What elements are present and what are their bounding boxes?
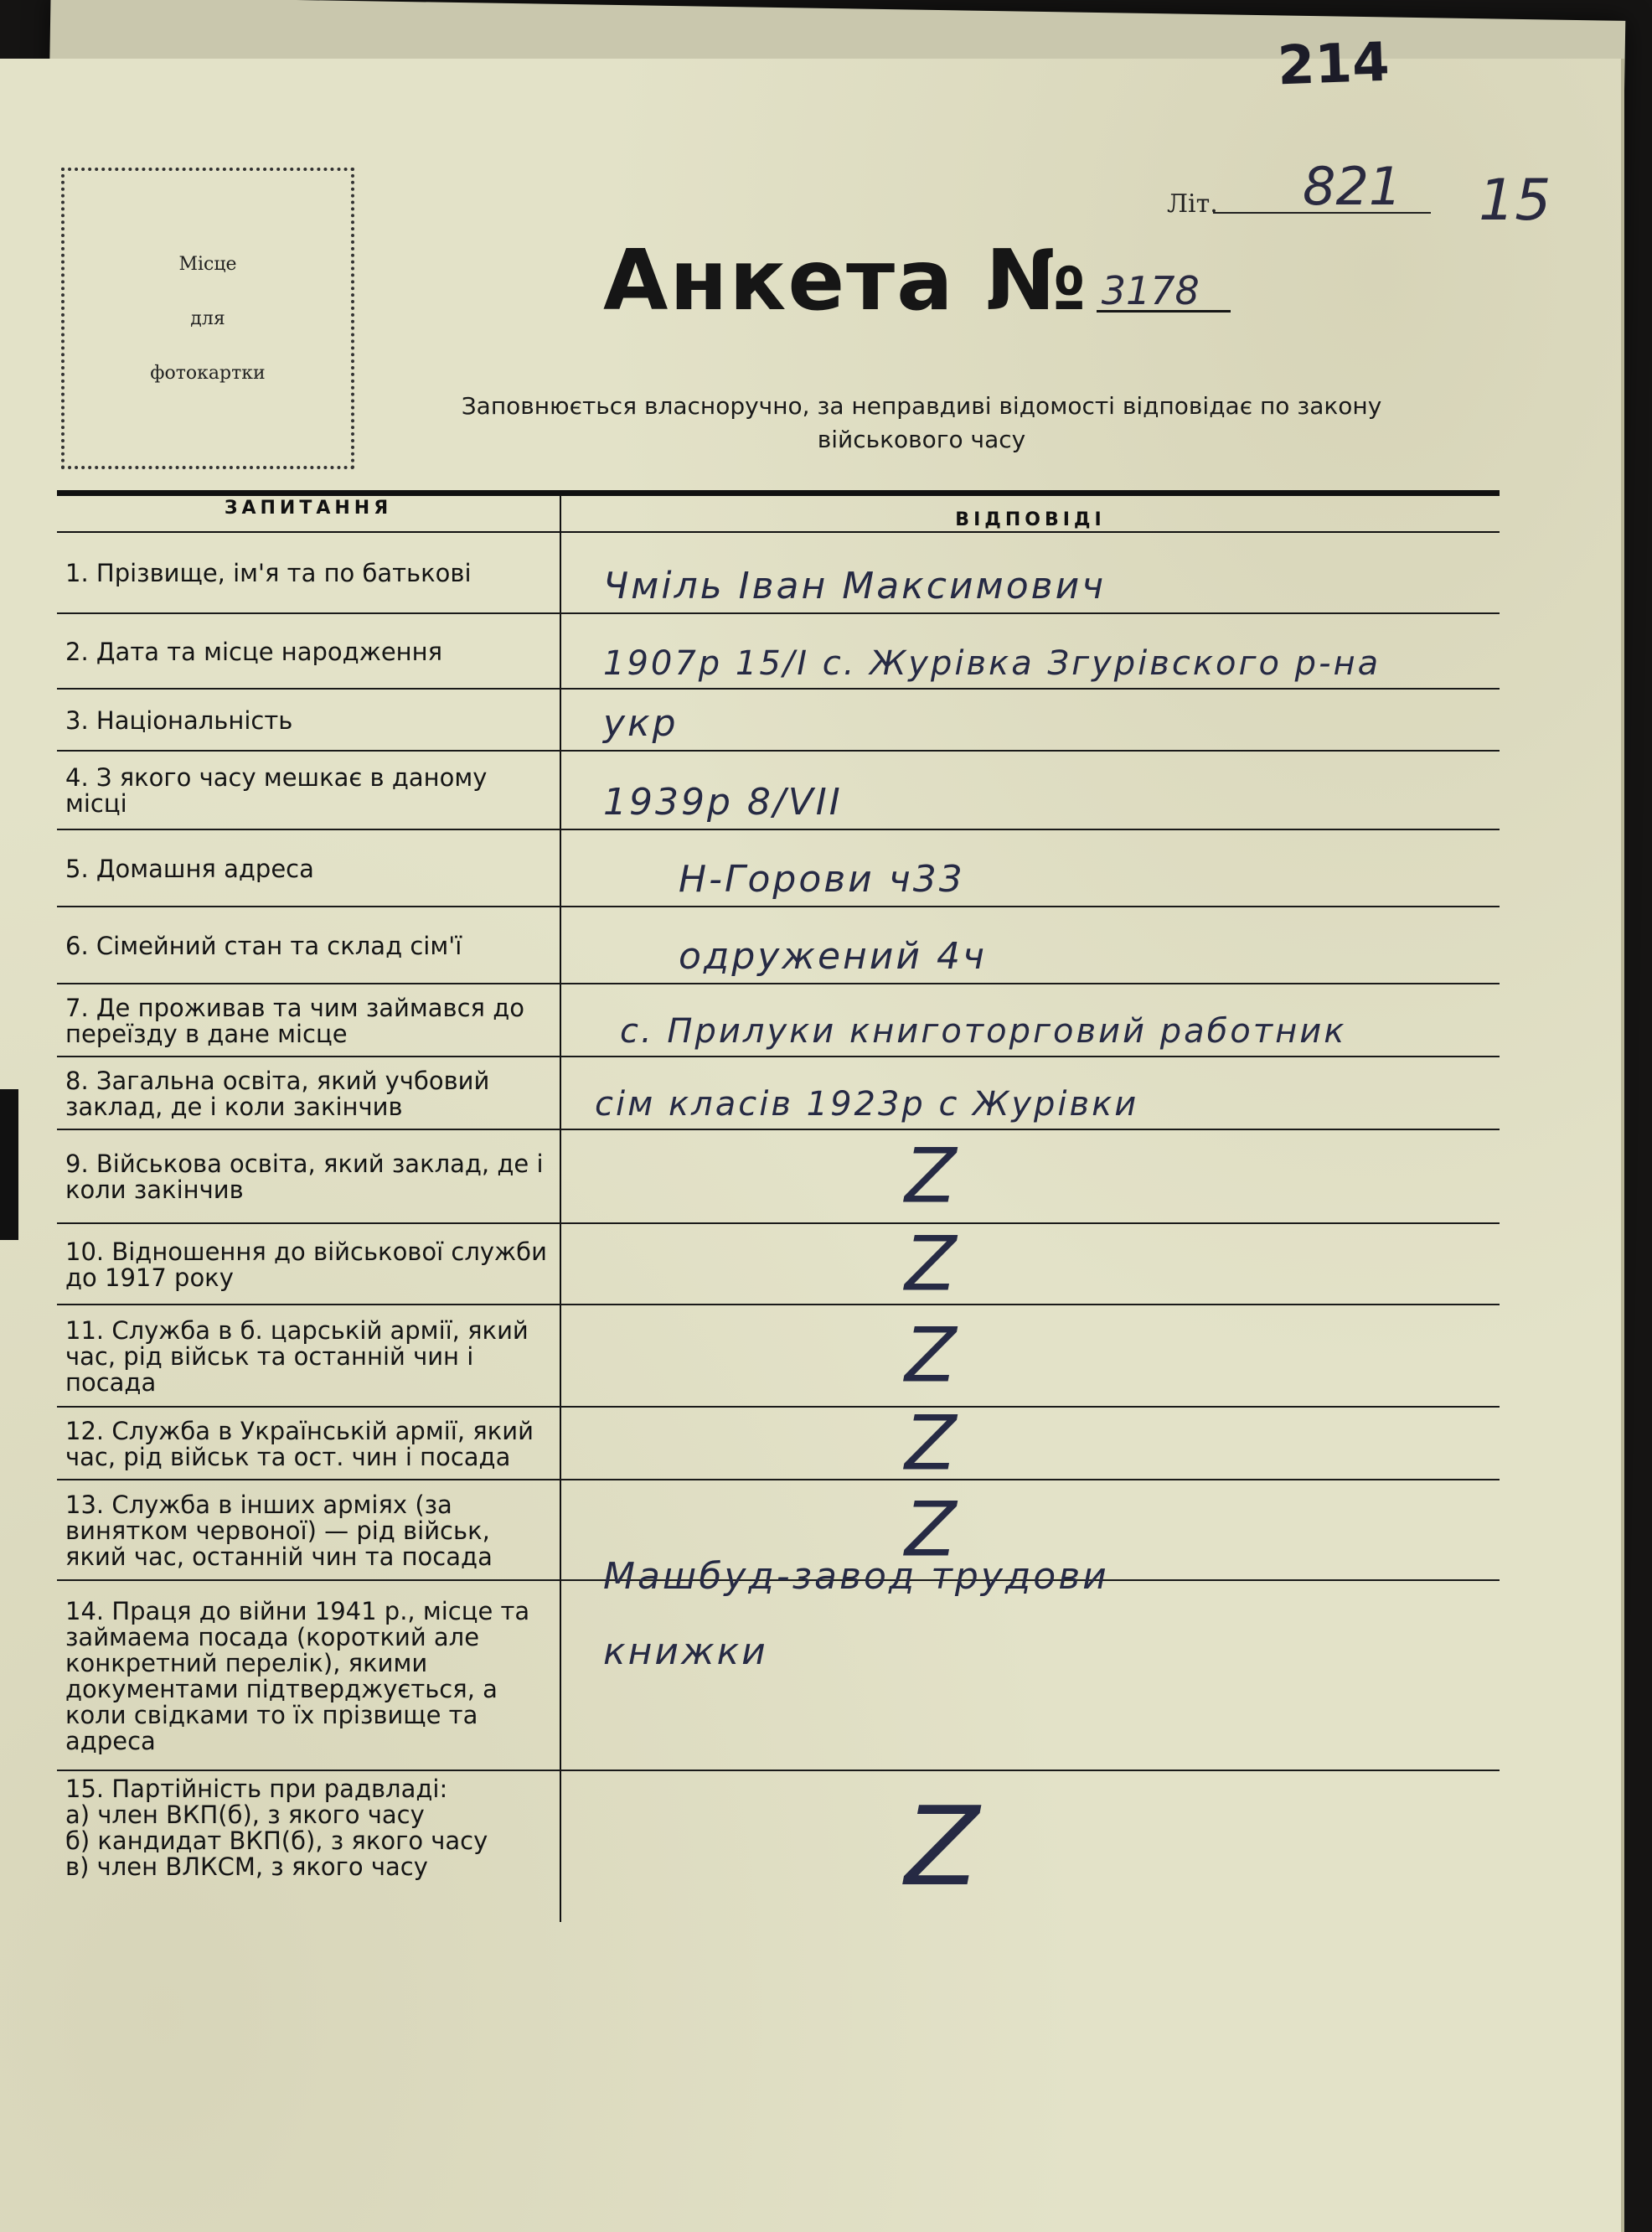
question-cell: 9. Військова освіта, який заклад, де і коли закінчив (57, 1130, 561, 1222)
answer-cell (561, 752, 1500, 829)
answer-cell (561, 1130, 1500, 1222)
answer-cell (561, 1305, 1500, 1406)
answer-cell (561, 1399, 1500, 1487)
question-cell: 10. Відношення до військової служби до 1917 року (57, 1224, 561, 1304)
handwritten-answer: 1907р 15/І с. Журівка Згурівского р-на (603, 644, 1381, 683)
table-row (57, 1399, 1500, 1487)
question-cell: 12. Служба в Українській армії, який час, рід військ та ост. чин і посада (57, 1408, 561, 1479)
handwritten-answer: 1939р 8/VII (603, 781, 843, 824)
answer-cell (561, 1555, 1500, 1770)
table-row (57, 984, 1500, 1057)
subtitle-line-1: Заповнюється власноручно, за неправдиві відомості відповідає по закону (461, 392, 1382, 420)
photo-label-1: Місце (178, 253, 237, 275)
answer-cell (561, 614, 1500, 688)
subtitle-line-2: військового часу (817, 426, 1026, 453)
question-cell: 11. Служба в б. царській армії, який час, рід військ та останній чин і посада (57, 1305, 561, 1406)
lit-number: 821 (1303, 156, 1402, 217)
handwritten-answer: укр (603, 702, 679, 745)
page-title: Анкета № (603, 231, 1088, 329)
handwritten-answer: Н-Горови ч33 (679, 858, 965, 901)
handwritten-dash: Z (905, 1485, 957, 1574)
photo-label-3: фотокартки (150, 362, 266, 384)
answer-cell (561, 1057, 1500, 1129)
handwritten-answer: сім класів 1923р с Журівки (595, 1085, 1139, 1124)
answer-cell (561, 1771, 1500, 1922)
table-row (57, 533, 1500, 614)
table-row (57, 614, 1500, 690)
photo-label-2: для (190, 307, 225, 329)
answer-cell (561, 533, 1500, 612)
answer-cell (561, 984, 1500, 1056)
table-header (57, 496, 1500, 533)
table-row (57, 1057, 1500, 1130)
table-row (57, 1555, 1500, 1771)
page-edge-shadow (0, 1089, 18, 1240)
photo-placeholder (61, 168, 354, 469)
handwritten-dash: Z (905, 1220, 957, 1308)
table-row (57, 752, 1500, 830)
question-cell: 2. Дата та місце народження (57, 614, 561, 688)
question-cell: 15. Партійність при радвладі: а) член ВКП(б), з якого часу б) кандидат ВКП(б), з якого часу в) член ВЛКСМ, з якого часу (57, 1771, 561, 1922)
question-cell: 14. Праця до війни 1941 р., місце та займаема посада (короткий але конкретний перелік), якими документами підтверджується, а коли свідками то їх прізвище та адреса (57, 1581, 561, 1770)
handwritten-answer: Машбуд-завод трудови книжки (603, 1555, 1109, 1673)
table-row (57, 690, 1500, 752)
question-cell: 3. Національність (57, 690, 561, 750)
title-row (603, 231, 1231, 329)
lit-sub-number: 15 (1479, 168, 1551, 234)
answer-cell (561, 830, 1500, 906)
table-row (57, 907, 1500, 984)
question-cell: 13. Служба в інших арміях (за винятком червоної) — рід військ, який час, останній чин та посада (57, 1480, 561, 1579)
handwritten-dash: Z (905, 1399, 957, 1487)
question-cell: 7. Де проживав та чим займався до переїзду в дане місце (57, 984, 561, 1056)
table-row (57, 1305, 1500, 1408)
column-header-questions: ЗАПИТАННЯ (57, 496, 561, 531)
question-cell: 6. Сімейний стан та склад сім'ї (57, 907, 561, 983)
subtitle (369, 390, 1474, 457)
answer-cell (561, 690, 1500, 750)
questionnaire-table (57, 490, 1500, 1922)
question-cell: 4. З якого часу мешкає в даному місці (57, 752, 561, 829)
question-cell: 1. Прізвище, ім'я та по батькові (57, 533, 561, 612)
table-row (57, 830, 1500, 907)
handwritten-dash: Z (905, 1132, 957, 1221)
handwritten-answer: с. Прилуки книготорговий работник (620, 1012, 1347, 1051)
handwritten-dash: Z (905, 1783, 980, 1910)
answer-cell (561, 1220, 1500, 1308)
lit-label: Літ. (1167, 189, 1218, 219)
question-cell: 5. Домашня адреса (57, 830, 561, 906)
form-number-line (1097, 268, 1231, 313)
form-number: 3178 (1101, 268, 1200, 313)
archive-number: 214 (1276, 31, 1391, 98)
table-row (57, 1220, 1500, 1308)
table-row (57, 1130, 1500, 1224)
column-header-answers: ВІДПОВІДІ (955, 509, 1106, 530)
handwritten-answer: одружений 4ч (679, 935, 987, 978)
handwritten-dash: Z (905, 1311, 957, 1400)
handwritten-answer: Чміль Іван Максимович (603, 565, 1107, 607)
answer-cell (561, 907, 1500, 983)
question-cell: 8. Загальна освіта, який учбовий заклад, де і коли закінчив (57, 1057, 561, 1129)
table-row (57, 1771, 1500, 1922)
